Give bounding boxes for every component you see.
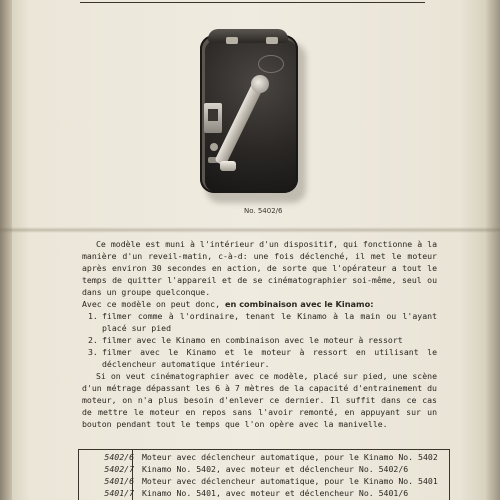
lens-plate bbox=[204, 103, 222, 133]
logo-emblem bbox=[258, 55, 284, 73]
table-row bbox=[84, 451, 444, 463]
list-text: filmer avec le Kinamo en combinaison avec le moteur à ressort bbox=[102, 335, 403, 345]
table-row bbox=[84, 475, 444, 487]
list-item bbox=[82, 346, 437, 370]
list-number: 2. bbox=[88, 335, 98, 345]
lead-prefix: Avec ce modèle on peut donc, bbox=[82, 299, 221, 309]
crank-handle bbox=[220, 161, 236, 171]
intro-paragraph: Ce modèle est muni à l'intérieur d'un dispositif, qui fonctionne à la manière d'un reveil-matin, c-à-d: une fois déclenché, il met le moteur après environ 30 secondes en action, de sorte que l'opérateur a tout le temps de quitter l'appareil et de se cinématographier soi-même, seul ou dans un groupe quelconque. bbox=[82, 239, 437, 297]
photo-caption: No. 5402/6 bbox=[244, 207, 283, 215]
product-code: 5401/7 bbox=[104, 488, 134, 498]
product-table-rows bbox=[84, 451, 444, 499]
body-text bbox=[82, 238, 437, 430]
product-code: 5401/6 bbox=[104, 476, 134, 486]
list-text: filmer comme à l'ordinaire, tenant le Kinamo à la main ou l'ayant placé sur pied bbox=[102, 311, 437, 333]
list-number: 3. bbox=[88, 347, 98, 357]
usage-list bbox=[82, 310, 437, 370]
camera-photo bbox=[196, 25, 296, 195]
outro-paragraph: Si on veut cinématographier avec ce modèle, placé sur pied, une scène d'un métrage dépassant les 6 à 7 mètres de la capacité d'entrainement du moteur, on n'a plus besoin d'enlever ce dernier. Il suffit dans ce cas de mettre le moteur en repos sans l'avoir remonté, en appuyant sur un bouton pendant tout le temps que l'on opère avec la manivelle. bbox=[82, 371, 437, 429]
top-rule bbox=[80, 2, 425, 3]
knob bbox=[210, 143, 218, 151]
crank-hub bbox=[251, 75, 269, 93]
list-item bbox=[82, 310, 437, 334]
product-description: Kinamo No. 5401, avec moteur et déclencheur No. 5401/6 bbox=[142, 488, 409, 498]
table-row bbox=[84, 487, 444, 499]
hinge bbox=[266, 37, 278, 44]
lead-line bbox=[82, 298, 437, 310]
hinge bbox=[226, 37, 238, 44]
list-item bbox=[82, 334, 437, 346]
product-code: 5402/6 bbox=[104, 452, 134, 462]
product-code: 5402/7 bbox=[104, 464, 134, 474]
lead-bold: en combinaison avec le Kinamo: bbox=[224, 299, 374, 309]
table-row bbox=[84, 463, 444, 475]
product-description: Moteur avec déclencheur automatique, pour le Kinamo No. 5402 bbox=[142, 452, 438, 462]
list-text: filmer avec le Kinamo et le moteur à ressort en utilisant le déclencheur automatique intérieur. bbox=[102, 347, 437, 369]
page-fold bbox=[0, 227, 500, 233]
page-edge-left bbox=[0, 0, 12, 500]
list-number: 1. bbox=[88, 311, 98, 321]
product-description: Moteur avec déclencheur automatique, pour le Kinamo No. 5401 bbox=[142, 476, 438, 486]
product-description: Kinamo No. 5402, avec moteur et déclencheur No. 5402/6 bbox=[142, 464, 409, 474]
page-edge-right bbox=[486, 0, 500, 500]
